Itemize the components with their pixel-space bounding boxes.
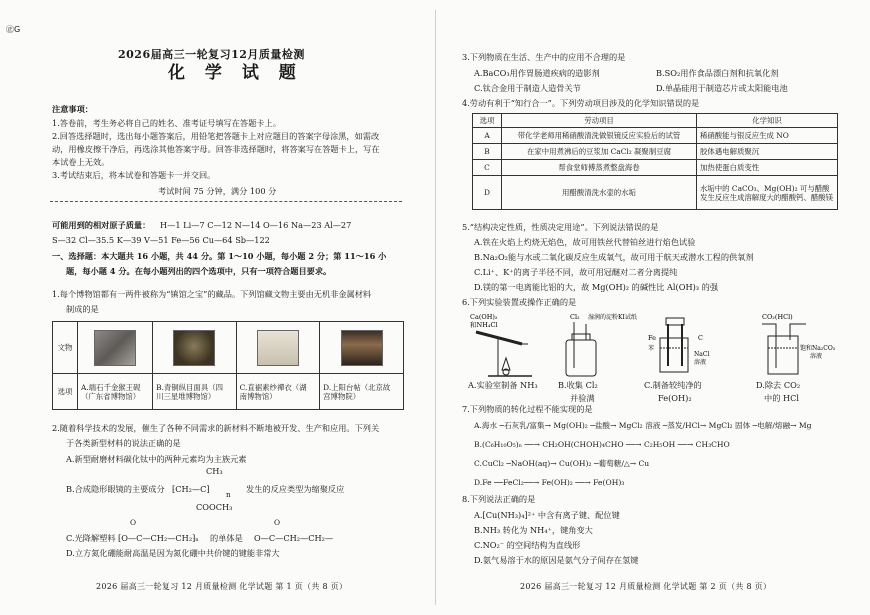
question-2-cont: 于各类新型材料的说法正确的是 bbox=[66, 438, 181, 448]
section-1-desc: 一、选择题：本大题共 16 小题，共 44 分。第 1～10 小题，每小题 2 分；第 11～16 小 bbox=[52, 251, 387, 261]
q2-c-polymer: ⁅O—C—CH₂—CH₂⁆ₙ bbox=[118, 533, 199, 543]
artifact-d-image bbox=[320, 322, 404, 374]
svg-text:饱和Na₂CO₃: 饱和Na₂CO₃ bbox=[800, 345, 836, 352]
artifact-b-image bbox=[153, 322, 237, 374]
row-head: 文物 bbox=[53, 322, 78, 374]
question-2: 2.随着科学技术的发展，催生了各种不同需求的新材料不断地被开发、生产和应用。下列关 bbox=[52, 423, 380, 433]
exam-time: 考试时间 75 分钟，满分 100 分 bbox=[158, 186, 277, 196]
question-4: 4.劳动有利于“知行合一”。下列劳动项目涉及的化学知识错误的是 bbox=[462, 98, 700, 108]
q1-artifact-table bbox=[52, 321, 404, 410]
question-7: 7.下列物质的转化过程不能实现的是 bbox=[462, 404, 593, 414]
option-a: A.端石千金猴王砚 （广东省博物馆） bbox=[78, 374, 153, 410]
apparatus-d-icon bbox=[762, 313, 836, 374]
notice-title: 注意事项： bbox=[52, 104, 93, 114]
q6-option-c: C.制备较纯净的 bbox=[644, 380, 702, 390]
q2-c-carbonyl-o: O bbox=[274, 518, 281, 527]
q8-option-a: A.[Cu(NH₃)₄]²⁺ 中含有离子键、配位键 bbox=[474, 510, 620, 520]
q2-option-b: B.合成隐形眼镜的主要成分 bbox=[66, 484, 165, 494]
question-3: 3.下列物质在生活、生产中的应用不合理的是 bbox=[462, 52, 626, 62]
svg-text:溶液: 溶液 bbox=[694, 359, 707, 366]
q2-b-methyl: CH₃ bbox=[206, 466, 223, 476]
q6-option-a: A.实验室制备 NH₃ bbox=[468, 380, 538, 390]
question-5: 5.“结构决定性质，性质决定用途”。下列说法错误的是 bbox=[462, 222, 659, 232]
q7-option-d: D.Fe ──FeCl₂──→ Fe(OH)₂ ──→ Fe(OH)₃ bbox=[474, 478, 625, 487]
question-6: 6.下列实验装置或操作正确的是 bbox=[462, 297, 577, 307]
q8-option-b: B.NH₃ 转化为 NH₄⁺，键角变大 bbox=[474, 525, 593, 535]
apparatus-a-icon bbox=[470, 313, 532, 376]
row-head: 选项 bbox=[53, 374, 78, 410]
col-header: 化学知识 bbox=[697, 114, 838, 128]
q3-option-d: D.单晶硅用于制造芯片或太阳能电池 bbox=[656, 83, 788, 93]
section-1-desc: 题，每小题 4 分。在每小题列出的四个选项中，只有一项符合题目要求。 bbox=[66, 266, 332, 276]
q2-c-carbonyl-o: O bbox=[130, 518, 137, 527]
q2-b-polymer: ⁅CH₂—C⁆ bbox=[172, 484, 210, 494]
table-row: B 在家中用煮沸后的豆浆加 CaCl₂ 凝聚制豆腐 胶体遇电解质聚沉 bbox=[473, 144, 838, 160]
artifact-c-image bbox=[236, 322, 320, 374]
option-d: D.上阳台帖（北京故 宫博物院） bbox=[320, 374, 404, 410]
q2-option-a: A.新型耐磨材料碳化钛中的两种元素均为主族元素 bbox=[66, 454, 247, 464]
q6-apparatus-figure bbox=[462, 310, 852, 382]
q5-option-b: B.Na₂O₂能与水或二氧化碳反应生成氧气，故可用于航天或潜水工程的供氧剂 bbox=[474, 252, 754, 262]
notice-line: 本试卷上无效。 bbox=[52, 157, 110, 167]
q6-option-d-cont: 中的 HCl bbox=[764, 393, 800, 403]
q4-table bbox=[472, 113, 838, 210]
page-footer: 2026 届高三一轮复习 12 月质量检测 化学试题 第 1 页（共 8 页） bbox=[96, 582, 348, 591]
q2-b-ester: COOCH₃ bbox=[196, 502, 233, 512]
table-row: C 帮食堂师傅蒸煮整盘海卷 加热使蛋白质变性 bbox=[473, 160, 838, 176]
inkstone-image bbox=[94, 330, 136, 366]
section-rule bbox=[50, 201, 402, 202]
question-1: 1.每个博物馆都有一两件被称为“镇馆之宝”的藏品。下列馆藏文物主要由无机非金属材料 bbox=[52, 289, 372, 299]
q5-option-d: D.镁的第一电离能比铝的大，故 Mg(OH)₂ 的碱性比 Al(OH)₃ 的强 bbox=[474, 282, 719, 292]
svg-text:溶液: 溶液 bbox=[810, 353, 823, 360]
atomic-title: 可能用到的相对原子质量： bbox=[52, 220, 151, 230]
option-c: C.直裾素纱襌衣（湖 南博物馆） bbox=[236, 374, 320, 410]
apparatus-b-icon bbox=[566, 313, 637, 376]
apparatus-c-icon bbox=[648, 318, 709, 372]
page-footer: 2026 届高三一轮复习 12 月质量检测 化学试题 第 2 页（共 8 页） bbox=[520, 582, 772, 591]
atomic-values-1: H—1 Li—7 C—12 N—14 O—16 Na—23 Al—27 bbox=[160, 220, 352, 230]
q2-c-mid: 的单体是 bbox=[210, 533, 243, 543]
q7-option-c: C.CuCl₂ ─NaOH(aq)→ Cu(OH)₂ ─葡萄糖/△→ Cu bbox=[474, 459, 650, 468]
q8-option-d: D.氨气易溶于水的原因是氨气分子间存在氢键 bbox=[474, 555, 639, 565]
q8-option-c: C.NO₂⁻ 的空间结构为直线形 bbox=[474, 540, 581, 550]
q3-option-c: C.钛合金用于制造人造骨关节 bbox=[474, 83, 581, 93]
notice-line: 1.答卷前，考生务必将自己的姓名、准考证号填写在答题卡上。 bbox=[52, 118, 281, 128]
q2-option-b-tail: 发生的反应类型为缩聚反应 bbox=[246, 484, 345, 494]
publisher-logo: ㊣G bbox=[6, 25, 21, 34]
notice-line: 动，用橡皮擦干净后，再选涂其他答案字母。回答非选择题时，将答案写在答题卡上，写在 bbox=[52, 144, 380, 154]
question-8: 8.下列说法正确的是 bbox=[462, 494, 536, 504]
q2-option-d: D.立方氮化硼能耐高温是因为氮化硼中共价键的键能非常大 bbox=[66, 548, 280, 558]
option-b: B.青铜纵目面具（四 川三星堆博物馆） bbox=[153, 374, 237, 410]
q2-b-n: n bbox=[226, 490, 231, 499]
q6-option-d: D.除去 CO₂ bbox=[756, 380, 801, 390]
svg-text:C: C bbox=[698, 334, 703, 342]
table-row: D 用醋酸清洗水壶的水垢 水垢中的 CaCO₃、Mg(OH)₂ 可与醋酸发生反应生成溶解度大的醋酸钙、醋酸镁 bbox=[473, 176, 838, 210]
page-divider bbox=[435, 10, 436, 605]
svg-text:Fe: Fe bbox=[648, 334, 657, 342]
svg-text:和NH₄Cl: 和NH₄Cl bbox=[470, 321, 498, 329]
svg-text:苯: 苯 bbox=[648, 345, 655, 352]
q6-option-b: B.收集 Cl₂ bbox=[558, 380, 598, 390]
q3-option-a: A.BaCO₃用作胃肠道疾病的造影剂 bbox=[474, 68, 600, 78]
svg-text:Ca(OH)₂: Ca(OH)₂ bbox=[470, 313, 498, 321]
col-header: 劳动项目 bbox=[502, 114, 697, 128]
calligraphy-image bbox=[341, 330, 383, 366]
silk-robe-image bbox=[257, 330, 299, 366]
bronze-mask-image bbox=[173, 330, 215, 366]
col-header: 选项 bbox=[473, 114, 502, 128]
q3-option-b: B.SO₂用作食品漂白剂和抗氧化剂 bbox=[656, 68, 779, 78]
svg-text:Cl₂: Cl₂ bbox=[570, 313, 580, 321]
exam-title: 化 学 试 题 bbox=[168, 63, 303, 83]
q7-option-b: B.(C₆H₁₀O₅)ₙ ──→ CH₂OH(CHOH)₄CHO ──→ C₂H₅OH ──→ CH₃CHO bbox=[474, 440, 730, 449]
table-row: A 带化学老师用稀硝酸清洗做银镜反应实验后的试管 稀硝酸能与银反应生成 NO bbox=[473, 128, 838, 144]
svg-text:CO₂(HCl): CO₂(HCl) bbox=[762, 313, 793, 321]
atomic-values-2: S—32 Cl—35.5 K—39 V—51 Fe—56 Cu—64 Sb—122 bbox=[52, 235, 270, 245]
exam-header: 2026届高三一轮复习12月质量检测 bbox=[118, 48, 305, 61]
q2-c-monomer: O—C—CH₂—CH₂— bbox=[254, 533, 334, 543]
q6-option-c-cont: Fe(OH)₂ bbox=[658, 393, 692, 403]
svg-text:NaCl: NaCl bbox=[694, 351, 710, 358]
notice-line: 3.考试结束后，将本试卷和答题卡一并交回。 bbox=[52, 170, 216, 180]
q6-option-b-cont: 并验满 bbox=[570, 393, 595, 403]
q5-option-c: C.Li⁺、K⁺的离子半径不同，故可用冠醚对二者分离提纯 bbox=[474, 267, 678, 277]
q2-option-c: C.光降解塑料 bbox=[66, 533, 116, 543]
question-1-cont: 制成的是 bbox=[66, 304, 99, 314]
q7-option-a: A.海水 ─石灰乳/富集→ Mg(OH)₂ ─盐酸→ MgCl₂ 溶液 ─蒸发/HCl→ MgCl₂ 固体 ─电解/熔融→ Mg bbox=[474, 421, 812, 430]
svg-text:湿润的淀粉KI试纸: 湿润的淀粉KI试纸 bbox=[588, 314, 637, 321]
artifact-a-image bbox=[78, 322, 153, 374]
notice-line: 2.回答选择题时，选出每小题答案后，用铅笔把答题卡上对应题目的答案字母涂黑，如需改 bbox=[52, 131, 380, 141]
q5-option-a: A.铁在火焰上灼烧无焰色，故可用铁丝代替铂丝进行焰色试验 bbox=[474, 237, 696, 247]
